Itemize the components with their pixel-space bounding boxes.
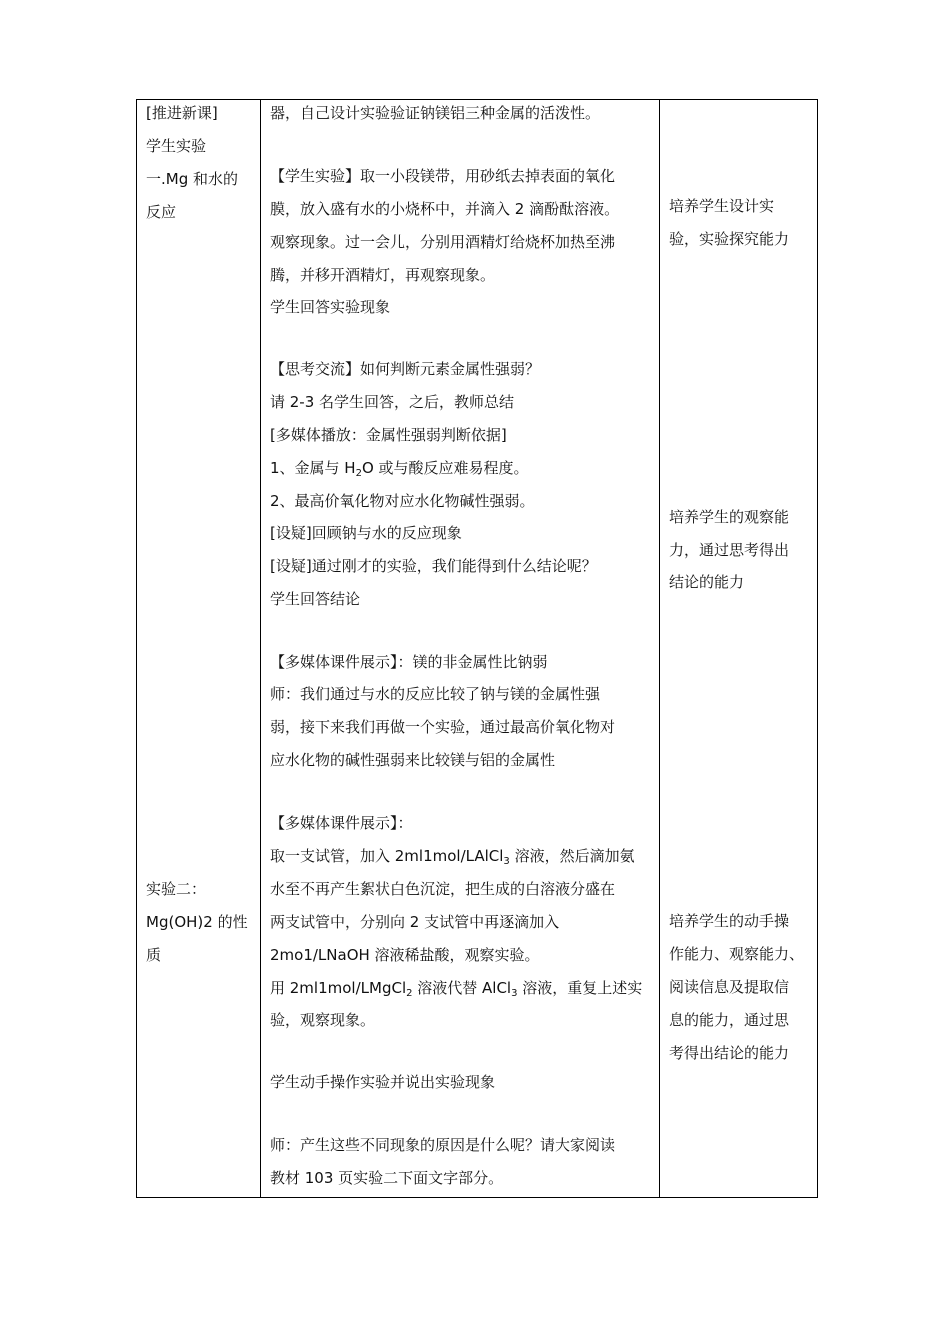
text-line: 教材 103 页实验二下面文字部分。: [270, 1169, 504, 1187]
section-label: [推进新课]: [146, 104, 218, 122]
lesson-plan-table: [136, 99, 818, 1198]
experiment-one-title: 一.Mg 和水的: [146, 170, 238, 188]
text-line: [设疑]回顾钠与水的反应现象: [270, 524, 462, 542]
goal-text: 培养学生的观察能: [669, 508, 790, 526]
text-line: 2、最高价氧化物对应水化物碱性强弱。: [270, 492, 535, 510]
text-line: 器，自己设计实验验证钠镁铝三种金属的活泼性。: [270, 104, 601, 122]
goal-text: 培养学生设计实: [669, 197, 775, 215]
experiment-two-title: 实验二：: [146, 880, 207, 898]
experiment-two-title: 质: [146, 946, 162, 964]
experiment-one-title: 学生实验: [146, 137, 207, 155]
text-line: 师：我们通过与水的反应比较了钠与镁的金属性强: [270, 685, 601, 703]
text-line: 观察现象。过一会儿，分别用酒精灯给烧杯加热至沸: [270, 233, 616, 251]
text-line: [设疑]通过刚才的实验，我们能得到什么结论呢？: [270, 557, 597, 575]
text-line: 水至不再产生絮状白色沉淀，把生成的白溶液分盛在: [270, 880, 616, 898]
text-line: 2mo1/LNaOH 溶液稀盐酸，观察实验。: [270, 946, 540, 964]
text-line: 两支试管中，分别向 2 支试管中再逐滴加入: [270, 913, 560, 931]
text-line: 用 2ml1mol/LMgCl$_2$ 溶液代替 AlCl$_3$ 溶液，重复上述实: [270, 979, 643, 999]
text-line: 弱，接下来我们再做一个实验，通过最高价氧化物对: [270, 718, 616, 736]
text-line: 膜，放入盛有水的小烧杯中，并滴入 2 滴酚酞溶液。: [270, 200, 620, 218]
goal-text: 验，实验探究能力: [669, 230, 790, 248]
text-line: 请 2-3 名学生回答，之后，教师总结: [270, 393, 515, 411]
text-line: 取一支试管，加入 2ml1mol/LAlCl$_3$ 溶液，然后滴加氨: [270, 847, 635, 867]
goal-text: 考得出结论的能力: [669, 1044, 790, 1062]
goal-text: 息的能力，通过思: [669, 1011, 790, 1029]
goal-text: 培养学生的动手操: [669, 912, 790, 930]
experiment-two-title: Mg(OH)2 的性: [146, 913, 248, 931]
goal-text: 阅读信息及提取信: [669, 978, 790, 996]
goal-column: [660, 100, 818, 1198]
text-line: 腾，并移开酒精灯，再观察现象。: [270, 266, 496, 284]
text-line: 学生回答实验现象: [270, 298, 391, 316]
goal-text: 结论的能力: [669, 573, 745, 591]
experiment-one-title: 反应: [146, 203, 177, 221]
text-line: 师：产生这些不同现象的原因是什么呢？请大家阅读: [270, 1136, 616, 1154]
text-line: 应水化物的碱性强弱来比较镁与铝的金属性: [270, 751, 556, 769]
text-line: 学生动手操作实验并说出实验现象: [270, 1073, 496, 1091]
text-line: 【思考交流】如何判断元素金属性强弱？: [270, 360, 541, 378]
text-line: [多媒体播放：金属性强弱判断依据]: [270, 426, 507, 444]
table-row: [137, 100, 818, 1198]
text-line: 【多媒体课件展示】：: [270, 814, 413, 832]
text-line: 【多媒体课件展示】：镁的非金属性比钠弱: [270, 653, 548, 671]
text-line: 验，观察现象。: [270, 1011, 376, 1029]
goal-text: 力，通过思考得出: [669, 541, 790, 559]
text-line: 1、金属与 $H_2O$ 或与酸反应难易程度。: [270, 459, 529, 479]
stage-column: [137, 100, 261, 1198]
goal-text: 作能力、观察能力、: [669, 945, 805, 963]
activity-column: [261, 100, 660, 1198]
text-line: 【学生实验】取一小段镁带，用砂纸去掉表面的氧化: [270, 167, 616, 185]
text-line: 学生回答结论: [270, 590, 361, 608]
